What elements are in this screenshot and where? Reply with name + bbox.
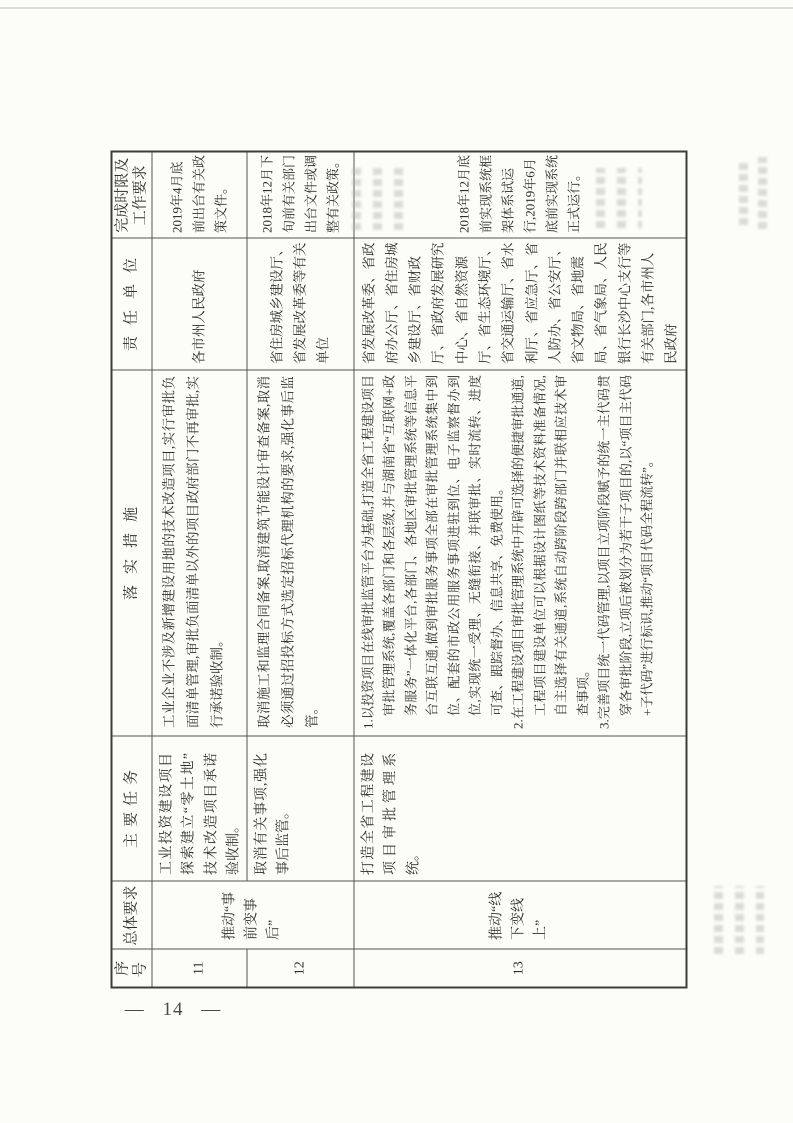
col-header-deadline: 完成时限及工作要求 — [112, 152, 152, 239]
bleed-through-mark — [714, 886, 764, 954]
page-number: — 14 — — [124, 999, 222, 1020]
rotated-table-container — [111, 153, 684, 989]
row12-measures-cell: 取消施工和监理合同备案,取消建筑节能设计审查备案,取消必须通过招投标方式选定招标代理机构的要求,强化事后监管。 — [247, 371, 354, 737]
table-row-11 — [152, 152, 247, 988]
measure-item-3: 3.完善项目统一代码管理,以项目立项阶段赋予的统一主代码贯穿各审批阶段,立项后被划分为若干子项目的,以“项目主代码+子代码”进行标识,推动“项目代码全程流转”。 — [596, 375, 655, 729]
bleed-through-mark — [758, 157, 771, 229]
row13-overall-cell: 推动“线下变线上” — [354, 882, 687, 950]
row13-serial-cell: 13 — [354, 950, 687, 988]
row13-measures-cell — [354, 371, 687, 737]
measure-item-1: 1.以投资项目在线审批监管平台为基础,打造全省工程建设项目审批管理系统,覆盖各部门和各层级,并与湖南省“互联网+政务服务”一体化平台,各部门、各地区审批管理系统等信息平台互联互通,做到审批服务事项全部在审批管理系统集中到位、配套的市政公用服务事项进驻到位、电子监察督办到位,实现统一受理、无缝衔接、并联审批、实时流转、进度可查、跟踪督办、信息共享、免费使用。 — [360, 375, 504, 729]
row11-deadline-cell: 2019年4月底前出台有关政策文件。 — [152, 152, 247, 239]
col-header-measures: 落实措施 — [112, 371, 152, 737]
row11-serial-cell: 11 — [152, 950, 247, 988]
col-header-serial: 序号 — [112, 950, 152, 988]
approval-reform-table — [111, 151, 688, 989]
row13-unit-cell: 省发展改革委、省政府办公厅、省住房城乡建设厅、省财政厅、省政府发展研究中心、省自然资源厅、省生态环境厅、省交通运输厅、省水利厅、省应急厅、省人防办、省公安厅、省文物局、省地震局、省气象局、人民银行长沙中心支行等有关部门,各市州人民政府 — [354, 239, 687, 371]
row12-task-cell: 取消有关事项,强化事后监管。 — [247, 737, 354, 882]
row12-deadline-cell: 2018年12月下旬前有关部门出台文件或调整有关政策。 — [247, 152, 354, 239]
bleed-through-mark — [739, 161, 755, 225]
row13-task-cell: 打造全省工程建设项目审批管理系统。 — [354, 737, 687, 882]
table-row-13 — [354, 152, 687, 988]
row11-unit-cell: 各市州人民政府 — [152, 239, 247, 371]
table-row-12 — [247, 152, 354, 988]
row12-serial-cell: 12 — [247, 950, 354, 988]
row13-deadline-cell: 2018年12月底前实现系统框架体系试运行,2019年6月底前实现系统正式运行。 — [354, 152, 687, 239]
scan-edge-artifact — [0, 7, 793, 9]
bleed-through-mark — [596, 168, 642, 228]
col-header-overall-requirements: 总体要求 — [112, 882, 152, 950]
table-header-row — [112, 152, 152, 988]
measure-item-2: 2.在工程建设项目审批管理系统中开辟可选择的便捷审批通道,工程项目建设单位可以根据设计图纸等技术资料准备情况,自主选择有关通道,系统自动跨阶段跨部门并联相应技术审查事项。 — [510, 375, 590, 729]
row11-measures-cell: 工业企业不涉及新增建设用地的技术改造项目,实行审批负面清单管理,审批负面清单以外的项目政府部门不再审批,实行承诺验收制。 — [152, 371, 247, 737]
row12-unit-cell: 省住房城乡建设厅、省发展改革委等有关单位 — [247, 239, 354, 371]
row11-task-cell: 工业投资建设项目探索建立“零土地”技术改造项目承诺验收制。 — [152, 737, 247, 882]
bleed-through-mark — [352, 168, 406, 230]
row11-12-overall-cell: 推动“事前变事后” — [152, 882, 354, 950]
col-header-responsible-unit: 责任单位 — [112, 239, 152, 371]
col-header-main-tasks: 主要任务 — [112, 737, 152, 882]
